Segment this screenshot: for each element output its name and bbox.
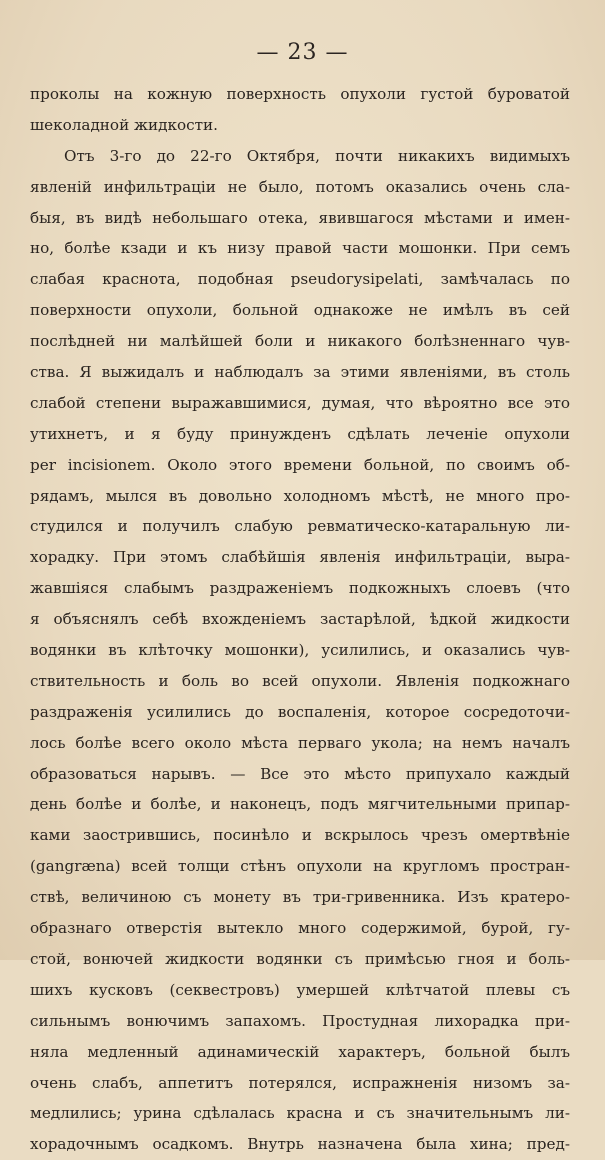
text-line: раздраженія усилились до воспаленія, которое сосредоточи- xyxy=(30,702,570,721)
text-line: утихнетъ, и я буду принужденъ сдѣлать леченіе опухоли xyxy=(30,424,570,443)
text-line: Отъ 3-го до 22-го Октября, почти никакихъ видимыхъ xyxy=(64,146,570,165)
text-line: (gangræna) всей толщи стѣнъ опухоли на кругломъ простран- xyxy=(30,857,570,876)
text-line: водянки въ клѣточку мошонки), усилились, и оказались чув- xyxy=(30,641,570,660)
text-line: проколы на кожную поверхность опухоли густой буроватой xyxy=(30,85,570,103)
text-line: ками заострившись, посинѣло и вскрылось чрезъ омертвѣніе xyxy=(30,826,570,845)
text-line: быя, въ видѣ небольшаго отека, явившагося мѣстами и имен- xyxy=(30,208,570,227)
text-line: я объяснялъ себѣ вхожденіемъ застарѣлой, ѣдкой жидкости xyxy=(30,610,570,629)
text-line: день болѣе и болѣе, и наконецъ, подъ мягчительными припар- xyxy=(30,795,570,814)
body-text xyxy=(30,79,570,1160)
text-line: шихъ кусковъ (секвестровъ) умершей клѣтчатой плевы съ xyxy=(30,980,570,999)
text-line: слабой степени выражавшимися, думая, что вѣроятно все это xyxy=(30,393,570,412)
text-line: стой, вонючей жидкости водянки съ примѣсью гноя и боль- xyxy=(30,949,570,968)
text-line: послѣдней ни малѣйшей боли и никакого болѣзненнаго чув- xyxy=(30,332,570,351)
text-line: явленій инфильтраціи не было, потомъ оказались очень сла- xyxy=(30,177,570,196)
text-line: хорадочнымъ осадкомъ. Внутрь назначена была хина; пред- xyxy=(30,1135,570,1154)
text-line: рядамъ, мылся въ довольно холодномъ мѣстѣ, не много про- xyxy=(30,486,570,505)
text-line: жавшіяся слабымъ раздраженіемъ подкожныхъ слоевъ (что xyxy=(30,579,570,598)
text-line: ствѣ, величиною съ монету въ три-гривенника. Изъ кратеро- xyxy=(30,888,570,907)
text-line: студился и получилъ слабую ревматическо-катаральную ли- xyxy=(30,517,570,536)
text-line: образоваться нарывъ. — Все это мѣсто припухало каждый xyxy=(30,764,570,783)
text-line: медлились; урина сдѣлалась красна и съ значительнымъ ли- xyxy=(30,1104,570,1123)
text-line: шеколадной жидкости. xyxy=(30,115,218,134)
text-line: хорадку. При этомъ слабѣйшія явленія инфильтраціи, выра- xyxy=(30,548,570,567)
text-line: образнаго отверстія вытекло много содержимой, бурой, гу- xyxy=(30,919,570,938)
text-line: поверхности опухоли, больной однакоже не имѣлъ въ сей xyxy=(30,301,570,320)
text-line: ствительность и боль во всей опухоли. Явленія подкожнаго xyxy=(30,671,570,690)
text-line: очень слабъ, аппетитъ потерялся, испражненія низомъ за- xyxy=(30,1073,570,1092)
text-line: ства. Я выжидалъ и наблюдалъ за этими явленіями, въ столь xyxy=(30,363,570,382)
text-line: сильнымъ вонючимъ запахомъ. Простудная лихорадка при- xyxy=(30,1011,570,1030)
page-number: — 23 — xyxy=(256,40,349,65)
text-line: лось болѣе всего около мѣста перваго укола; на немъ началъ xyxy=(30,733,570,752)
text-line: слабая краснота, подобная pseudoгysipelati, замѣчалась по xyxy=(30,270,570,289)
text-line: няла медленный адинамическій характеръ, больной былъ xyxy=(30,1042,570,1061)
text-line: per incisionem. Около этого времени больной, по своимъ об- xyxy=(30,455,570,474)
text-line: но, болѣе кзади и къ низу правой части мошонки. При семъ xyxy=(30,239,570,258)
